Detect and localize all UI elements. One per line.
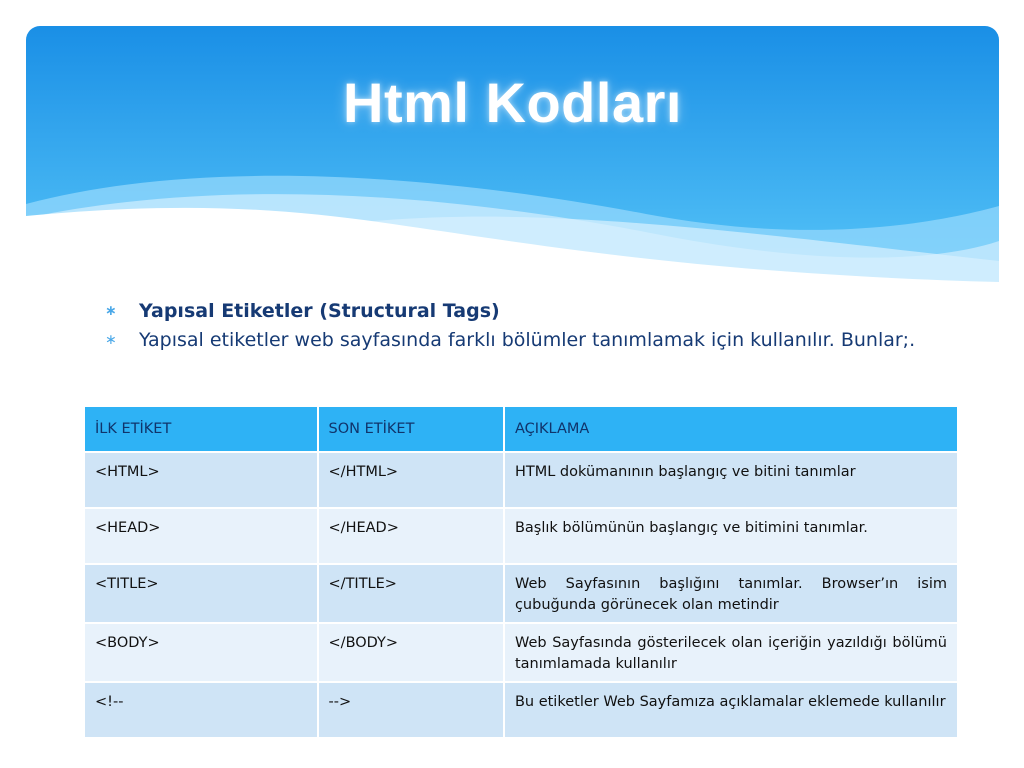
slide-title: Html Kodları <box>343 71 682 134</box>
cell-end-tag: --> <box>319 683 505 739</box>
bullet-item <box>105 300 917 323</box>
cell-description: Web Sayfasında gösterilecek olan içeriğin yazıldığı bölümü tanımlamada kullanılır <box>505 624 957 683</box>
table-row <box>85 453 957 509</box>
bullet-list <box>105 300 917 358</box>
table-row <box>85 624 957 683</box>
cell-end-tag: </BODY> <box>319 624 505 683</box>
cell-end-tag: </HEAD> <box>319 509 505 565</box>
cell-description: Başlık bölümünün başlangıç ve bitimini tanımlar. <box>505 509 957 565</box>
table-row <box>85 565 957 624</box>
bullet-item <box>105 329 917 352</box>
asterisk-icon: ∗ <box>105 303 117 319</box>
title-banner <box>26 26 999 288</box>
cell-end-tag: </TITLE> <box>319 565 505 624</box>
cell-start-tag: <BODY> <box>85 624 319 683</box>
cell-start-tag: <HTML> <box>85 453 319 509</box>
cell-start-tag: <TITLE> <box>85 565 319 624</box>
asterisk-icon: ∗ <box>105 332 117 348</box>
cell-description: HTML dokümanının başlangıç ve bitini tanımlar <box>505 453 957 509</box>
cell-description: Web Sayfasının başlığını tanımlar. Browser’ın isim çubuğunda görünecek olan metindir <box>505 565 957 624</box>
cell-end-tag: </HTML> <box>319 453 505 509</box>
table-header-row <box>85 407 957 453</box>
wave-background <box>26 26 999 288</box>
header-start-tag: İLK ETİKET <box>85 407 319 453</box>
header-description: AÇIKLAMA <box>505 407 957 453</box>
bullet-text: Yapısal etiketler web sayfasında farklı bölümler tanımlamak için kullanılır. Bunlar;. <box>139 329 916 351</box>
cell-description: Bu etiketler Web Sayfamıza açıklamalar eklemede kullanılır <box>505 683 957 739</box>
bullet-text: Yapısal Etiketler (Structural Tags) <box>139 300 500 322</box>
table-row <box>85 683 957 739</box>
table-row <box>85 509 957 565</box>
tags-table <box>85 407 957 739</box>
header-end-tag: SON ETİKET <box>319 407 505 453</box>
cell-start-tag: <!-- <box>85 683 319 739</box>
cell-start-tag: <HEAD> <box>85 509 319 565</box>
